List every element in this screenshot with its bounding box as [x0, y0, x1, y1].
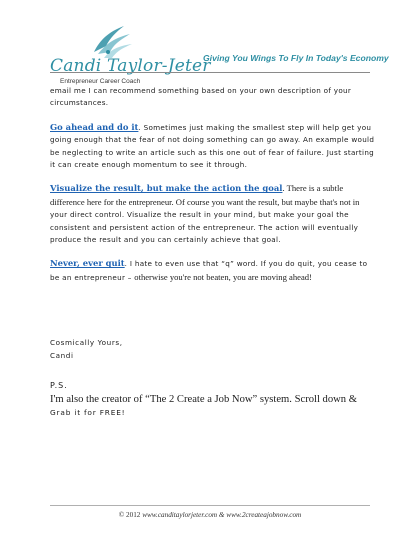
- tagline: Giving You Wings To Fly In Today's Economy: [203, 53, 389, 63]
- heading-visualize[interactable]: Visualize the result, but make the action the goal: [50, 183, 283, 194]
- article-body: [50, 85, 378, 295]
- paragraph-visualize-text-b: your direct control. Visualize the result in your mind, but make your goal the consistent and persistent action of the entrepreneur. The action will eventually produce the result and you can certainly achieve that goal.: [50, 210, 359, 245]
- heading-never-quit[interactable]: Never, ever quit: [50, 258, 125, 269]
- postscript: [50, 381, 380, 417]
- heading-do-it[interactable]: Go ahead and do it: [50, 121, 139, 132]
- signature-name: Candi: [50, 351, 74, 360]
- paragraph-do-it: [50, 121, 378, 172]
- footer: [0, 511, 420, 519]
- logo-name: Candi Taylor-Jeter: [50, 56, 211, 76]
- header-divider: [50, 72, 370, 73]
- paragraph-never-quit: [50, 257, 378, 284]
- footer-sites[interactable]: www.canditaylorjeter.com & www.2createajobnow.com: [142, 511, 302, 519]
- closing: Cosmically Yours,: [50, 338, 123, 347]
- logo-subtitle: Entrepreneur Career Coach: [60, 78, 141, 85]
- paragraph-visualize: [50, 182, 378, 246]
- ps-text: I'm also the creator of “The 2 Create a Job Now” system. Scroll down &: [50, 394, 357, 405]
- footer-divider: [50, 505, 370, 506]
- paragraph-never-quit-text-a: . I hate to even use that “q” word. If you do quit, you cease to be an entrepreneur –: [50, 259, 368, 282]
- paragraph-never-quit-text-b: otherwise you're not beaten, you are moving ahead!: [134, 271, 312, 282]
- signoff: [50, 336, 123, 362]
- intro-paragraph: email me I can recommend something based on your own description of your circumstances.: [50, 86, 352, 108]
- paragraph-do-it-text: . Sometimes just making the smallest step will help get you going enough that the fear of not doing something can go away. An example would be neglecting to write an article such as this one out of fear of failure. Just starting it can create enough momentum to see it through.: [50, 122, 375, 170]
- ps-tail: Grab it for FREE!: [50, 408, 126, 417]
- paragraph-visualize-text-a: . There is a subtle difference here for the entrepreneur. Of course you want the result, but maybe that's not in: [50, 183, 360, 207]
- footer-copyright: © 2012: [118, 511, 141, 519]
- logo: [50, 22, 211, 92]
- ps-label: P.S.: [50, 381, 68, 390]
